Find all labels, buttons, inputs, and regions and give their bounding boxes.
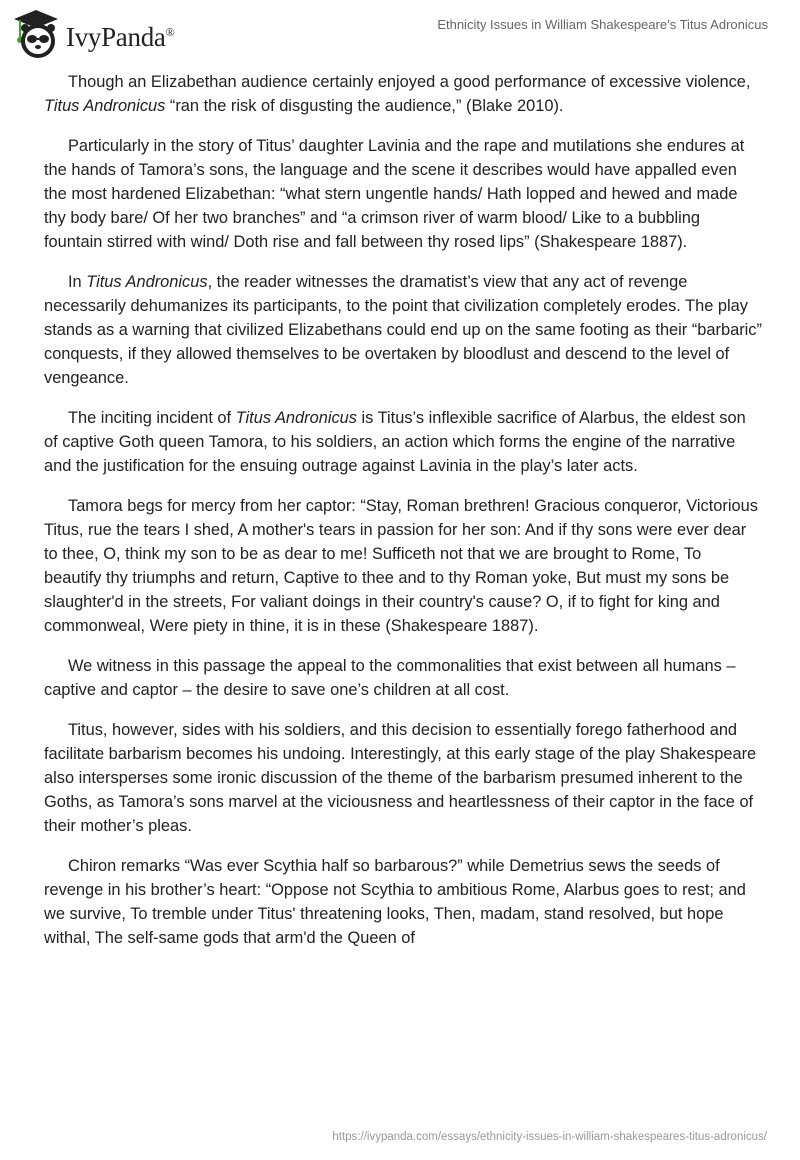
italic-title: Titus Andronicus: [86, 273, 208, 291]
paragraph: [44, 70, 762, 118]
text-segment: In: [68, 273, 87, 291]
text-segment: Though an Elizabethan audience certainly enjoyed a good performance of excessive violence,: [68, 73, 751, 91]
paragraph: [44, 854, 762, 950]
page-header: [0, 0, 800, 60]
text-segment: Tamora begs for mercy from her captor: “Stay, Roman brethren! Gracious conqueror, Victorious Titus, rue the tears I shed, A mother's tears in passion for her son: And if thy sons were ever dear to thee, O, think my son to be as dear to me! Sufficeth not that we are brought to Rome, To beautify thy triumphs and return, Captive to thee and to thy Roman yoke, But must my sons be slaughter'd in the streets, For valiant doings in their country's cause? O, if to fight for king and commonweal, Were piety in thine, it is in these (Shakespeare 1887).: [44, 497, 758, 635]
text-segment: , the reader witnesses the dramatist’s view that any act of revenge necessarily dehumanizes its participants, to the point that civilization completely erodes. The play stands as a warning that civilized Elizabethans could end up on the same footing as their “barbaric” conquests, if they allowed themselves to be overtaken by bloodlust and descend to the level of vengeance.: [44, 273, 762, 387]
text-segment: Titus, however, sides with his soldiers, and this decision to essentially forego fatherhood and facilitate barbarism becomes his undoing. Interestingly, at this early stage of the play Shakespeare also intersperses some ironic discussion of the theme of the barbarism presumed inherent to the Goths, as Tamora’s sons marvel at the viciousness and heartlessness of their captor in the face of their mother’s pleas.: [44, 721, 757, 835]
text-segment: The inciting incident of: [68, 409, 236, 427]
source-url[interactable]: https://ivypanda.com/essays/ethnicity-issues-in-william-shakespeares-titus-adronicus/: [332, 1131, 767, 1143]
italic-title: Titus Andronicus: [235, 409, 357, 427]
text-segment: Chiron remarks “Was ever Scythia half so barbarous?” while Demetrius sews the seeds of revenge in his brother’s heart: “Oppose not Scythia to ambitious Rome, Alarbus goes to rest; and we survive, To tremble under Titus' threatening looks, Then, madam, stand resolved, but hope withal, The self-same gods that arm'd the Queen of: [44, 857, 746, 947]
text-segment: We witness in this passage the appeal to the commonalities that exist between all humans – captive and captor – the desire to save one’s children at all cost.: [44, 657, 736, 699]
panda-graduate-icon: [12, 8, 60, 58]
paragraph: [44, 718, 762, 838]
ivypanda-logo[interactable]: [12, 8, 174, 58]
paragraph: [44, 406, 762, 478]
paragraph: [44, 134, 762, 254]
paragraph: [44, 270, 762, 390]
italic-title: Titus Andronicus: [44, 97, 166, 115]
paragraph: [44, 494, 762, 638]
brand-name: IvyPanda®: [66, 21, 175, 52]
text-segment: “ran the risk of disgusting the audience,” (Blake 2010).: [165, 97, 564, 115]
document-title: Ethnicity Issues in William Shakespeare’s Titus Adronicus: [437, 17, 768, 32]
text-segment: is Titus’s inflexible sacrifice of Alarbus, the eldest son of captive Goth queen Tamora, to his soldiers, an action which forms the engine of the narrative and the justification for the ensuing outrage against Lavinia in the play’s later acts.: [44, 409, 746, 475]
paragraph: [44, 654, 762, 702]
essay-body: [44, 70, 762, 966]
text-segment: Particularly in the story of Titus’ daughter Lavinia and the rape and mutilations she endures at the hands of Tamora’s sons, the language and the scene it describes would have appalled even the most hardened Elizabethan: “what stern ungentle hands/ Hath lopped and hewed and made thy body bare/ Of her two branches” and “a crimson river of warm blood/ Like to a bubbling fountain stirred with wind/ Doth rise and fall between thy rosed lips” (Shakespeare 1887).: [44, 137, 745, 251]
